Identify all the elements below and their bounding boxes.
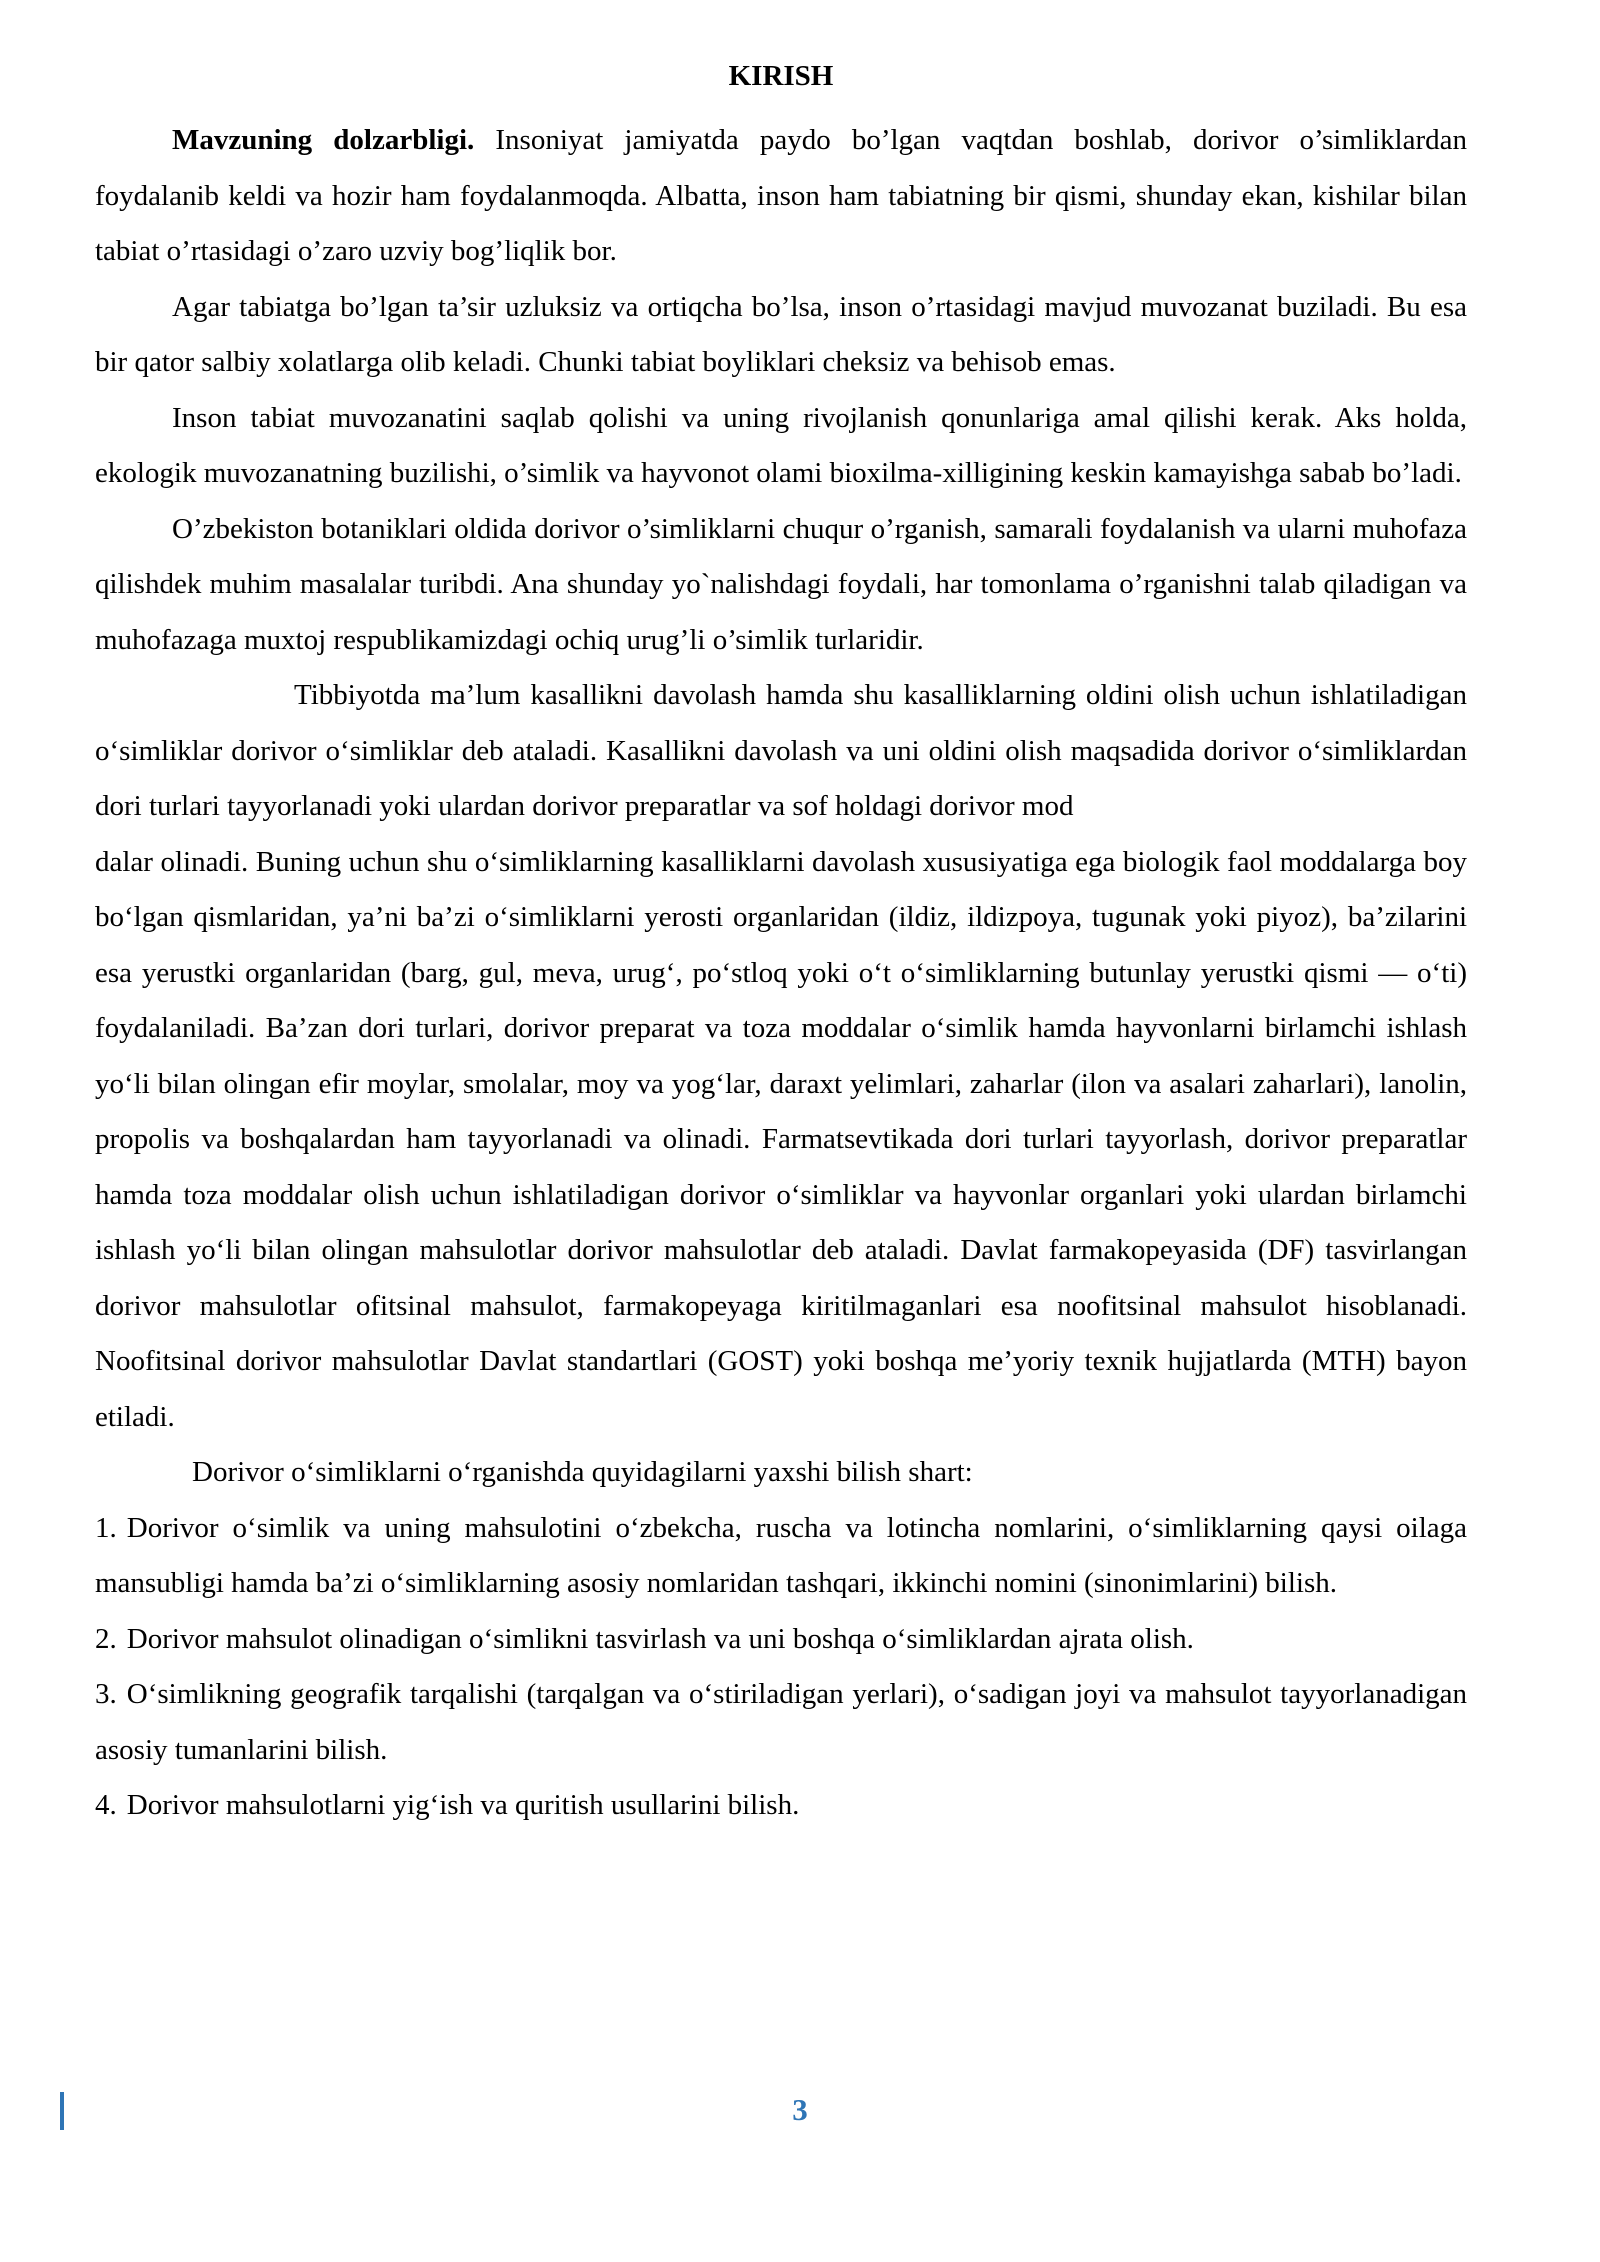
page-number: 3: [792, 2092, 808, 2127]
document-page: [95, 58, 1467, 1834]
section-title: KIRISH: [728, 60, 834, 92]
paragraph-nature-impact: Agar tabiatga bo’lgan ta’sir uzluksiz va ortiqcha bo’lsa, inson o’rtasidagi mavjud muvozanat buziladi. Bu esa bir qator salbiy xolatlarga olib keladi. Chunki tabiat boyliklari cheksiz va behisob emas.: [95, 290, 1467, 378]
paragraph-medicine-definition: Tibbiyotda ma’lum kasallikni davolash hamda shu kasalliklarning oldini olish uchun ishlatiladigan o‘simliklar dorivor o‘simliklar deb ataladi. Kasallikni davolash va uni oldini olish maqsadida dorivor o‘simliklardan dori turlari tayyorlanadi yoki ulardan dorivor preparatlar va sof holdagi dorivor mod: [95, 679, 1467, 822]
paragraph-relevance: [95, 113, 1467, 280]
paragraph-raw-materials: dalar olinadi. Buning uchun shu o‘simliklarning kasalliklarni davolash xususiyatiga ega biologik faol moddalarga boy bo‘lgan qismlaridan, ya’ni ba’zi o‘simliklarni yerosti organlaridan (ildiz, ildizpoya, tugunak yoki piyoz), ba’zilarini esa yerustki organlaridan (barg, gul, meva, urug‘, po‘stloq yoki o‘t o‘simliklarning butunlay yerustki qismi — o‘ti) foydalaniladi. Ba’zan dori turlari, dorivor preparat va toza moddalar o‘simlik hamda hayvonlarni birlamchi ishlash yo‘li bilan olingan efir moylar, smolalar, moy va yog‘lar, daraxt yelimlari, zaharlar (ilon va asalari zaharlari), lanolin, propolis va boshqalardan ham tayyorlanadi va olinadi. Farmatsevtikada dori turlari tayyorlash, dorivor preparatlar hamda toza moddalar olish uchun ishlatiladigan dorivor o‘simliklar va hayvonlar organlari yoki ulardan birlamchi ishlash yo‘li bilan olingan mahsulotlar dorivor mahsulotlar deb ataladi. Davlat farmakopeyasida (DF) tasvirlangan dorivor mahsulotlar ofitsinal mahsulot, farmakopeyaga kiritilmaganlari esa noofitsinal mahsulot hisoblanadi. Noofitsinal dorivor mahsulotlar Davlat standartlari (GOST) yoki boshqa me’yoriy texnik hujjatlarda (MTH) bayon etiladi.: [95, 845, 1467, 1433]
list-item-number: 2.: [95, 1622, 117, 1655]
list-item-text: O‘simlikning geografik tarqalishi (tarqalgan va o‘stiriladigan yerlari), o‘sadigan joyi va mahsulot tayyorlanadigan asosiy tumanlarini bilish.: [95, 1678, 1467, 1766]
paragraph-botanists: O’zbekiston botaniklari oldida dorivor o’simliklarni chuqur o’rganish, samarali foydalanish va ularni muhofaza qilishdek muhim masalalar turibdi. Ana shunday yo`nalishdagi foydali, har tomonlama o’rganishni talab qiladigan va muhofazaga muxtoj respublikamizdagi ochiq urug’li o’simlik turlaridir.: [95, 512, 1467, 656]
list-item-text: Dorivor o‘simlik va uning mahsulotini o‘zbekcha, ruscha va lotincha nomlarini, o‘simliklarning qaysi oilaga mansubligi hamda ba’zi o‘simliklarning asosiy nomlaridan tashqari, ikkinchi nomini (sinonimlarini) bilish.: [95, 1511, 1467, 1599]
list-item-text: Dorivor mahsulot olinadigan o‘simlikni tasvirlash va uni boshqa o‘simliklardan ajrata olish.: [126, 1622, 1194, 1655]
list-item: [95, 1501, 1467, 1612]
list-item-text: Dorivor mahsulotlarni yig‘ish va quritish usullarini bilish.: [126, 1789, 800, 1821]
list-item: [95, 1612, 1467, 1668]
list-item: [95, 1667, 1467, 1778]
list-item: [95, 1778, 1467, 1834]
paragraph-balance: Inson tabiat muvozanatini saqlab qolishi va uning rivojlanish qonunlariga amal qilishi kerak. Aks holda, ekologik muvozanatning buzilishi, o’simlik va hayvonot olami bioxilma-xilligining keskin kamayishga sabab bo’ladi.: [95, 401, 1467, 489]
paragraph-relevance-text: Insoniyat jamiyatda paydo bo’lgan vaqtdan boshlab, dorivor o’simliklardan foydalanib keldi va hozir ham foydalanmoqda. Albatta, inson ham tabiatning bir qismi, shunday ekan, kishilar bilan tabiat o’rtasidagi o’zaro uzviy bog’liqlik bor.: [95, 124, 1467, 267]
list-item-number: 1.: [95, 1511, 117, 1544]
list-item-number: 3.: [95, 1678, 117, 1710]
paragraph-lead-heading: Mavzuning dolzarbligi.: [172, 124, 475, 156]
paragraph-study-requirements: Dorivor o‘simliklarni o‘rganishda quyidagilarni yaxshi bilish shart:: [192, 1456, 973, 1488]
list-item-number: 4.: [95, 1789, 117, 1821]
